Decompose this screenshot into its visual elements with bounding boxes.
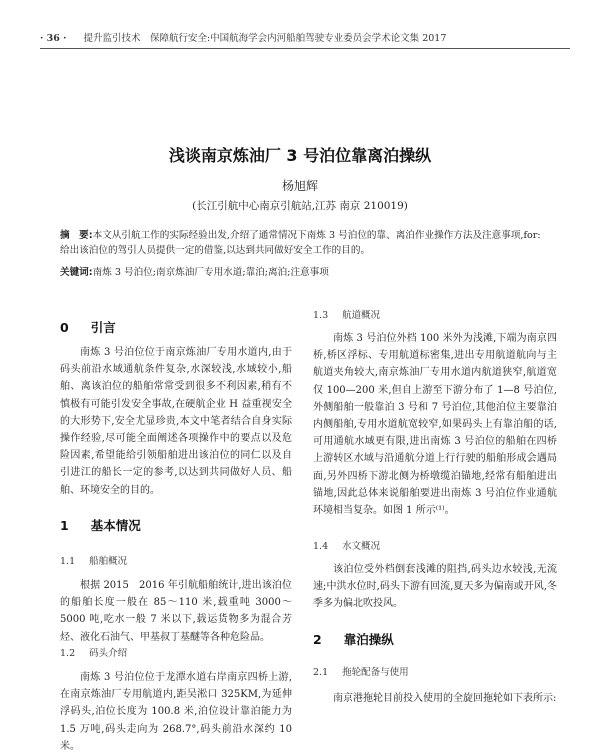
abstract	[60, 228, 550, 258]
author: 杨旭辉	[281, 179, 318, 193]
page-number: · 36 ·	[40, 33, 67, 44]
subsection-1-4-heading: 1.4 水文概况	[313, 541, 381, 552]
running-header	[40, 30, 570, 49]
section-intro-heading: 0 引言	[60, 320, 116, 335]
keywords-label: 关键词:	[60, 267, 93, 278]
abstract-label: 摘 要:	[60, 230, 93, 241]
subsection-2-1-body: 南京港拖轮目前投入使用的全旋回拖轮如下表所示:	[333, 693, 557, 704]
subsection-1-2-body: 南炼 3 号泊位位于龙潭水道右岸南京四桥上游,在南京炼油厂专用航道内,距吴淞口 325KM,为延伸浮码头,泊位长度为 100.8 米,泊位设计靠泊能力为 1.5 万吨,码头走向为 268.7°,码头前沿水深约 10 米。	[60, 672, 292, 752]
subsection-1-4-body: 该泊位受外档倒套浅滩的阻挡,码头边水较浅,无流速;中洪水位时,码头下游有回流,夏天多为偏南或开风,冬季多为偏北吹投风。	[313, 564, 557, 610]
subsection-1-2-heading: 1.2 码头介绍	[60, 648, 128, 659]
keywords	[60, 264, 550, 278]
paper-title: 浅谈南京炼油厂 3 号泊位靠离泊操纵	[168, 146, 432, 165]
subsection-1-1-heading: 1.1 船舶概况	[60, 556, 128, 567]
section-intro-body: 南炼 3 号泊位位于南京炼油厂专用水道内,由于码头前沿水域通航条件复杂,水深较浅,水域较小,船舶、离该泊位的船舶常常受到很多不利因素,稍有不慎极有可能引发安全事故,在硬航企业 H 益重视安全的大形势下,安全尤显珍贵,本文中笔者结合自身实际操作经验,尽可能全面阐述各项操作中的要点以及危险因素,希望能给引领船舶进出该泊位的同仁以及自引进江的船长一定的参考,以达到共同做好人员、船舶、环境安全的目的。	[60, 347, 292, 496]
subsection-1-1-body: 根据 2015 2016 年引航船舶统计,进出该泊位的船舶长度一般在 85～110 米,载重吨 3000～5000 吨,吃水一般 7 米以下,载运货物多为混合芳烃、液化石油气、甲基叔丁基醚等各种危险品。	[60, 580, 292, 643]
subsection-2-1-heading: 2.1 拖轮配备与使用	[313, 667, 409, 678]
abstract-text: 本文从引航工作的实际经验出发,介绍了通常情况下南炼 3 号泊位的靠、离泊作业操作方法及注意事项,for: 给出该泊位的驾引人员提供一定的借鉴,以达到共同做好安全工作的目的。	[60, 230, 541, 256]
section-basic-heading: 1 基本情况	[60, 518, 141, 533]
subsection-1-3-body: 南炼 3 号泊位外档 100 米外为浅滩,下端为南京四桥,桥区浮标、专用航道标密集,进出专用航道航向与主航道夹角较大,南京炼油厂专用水道内航道狭窄,航道宽仅 100—200 米,但自上游至下游分布了 1—8 号泊位,外侧船舶一般靠泊 3 号和 7 号泊位,其他泊位主要靠泊内侧船舶,专用水道航宽较窄,如果码头上有靠泊船的话,可用通航水域更有限,进出南炼 3 号泊位的船舶在四桥上游转区水域与沿通航分道上行行驶的船舶形成会遇局面,另外四桥下游北侧为桥墩缆泊锚地,经常有船舶进出锚地,因此总体来说船舶要进出南炼 3 号泊位作业通航环境相当复杂。如图 1 所示⁽¹⁾。	[313, 333, 557, 517]
running-title: 提升监引技术 保障航行安全:中国航海学会内河船舶驾驶专业委员会学术论文集 2017	[83, 33, 447, 44]
subsection-1-3-heading: 1.3 航道概况	[313, 310, 381, 321]
keywords-text: 南炼 3 号泊位;南京炼油厂专用水道;靠泊;离泊;注意事项	[92, 267, 329, 278]
affiliation: (长江引航中心南京引航站,江苏 南京 210019)	[192, 200, 408, 212]
section-berthing-heading: 2 靠泊操纵	[313, 632, 394, 647]
